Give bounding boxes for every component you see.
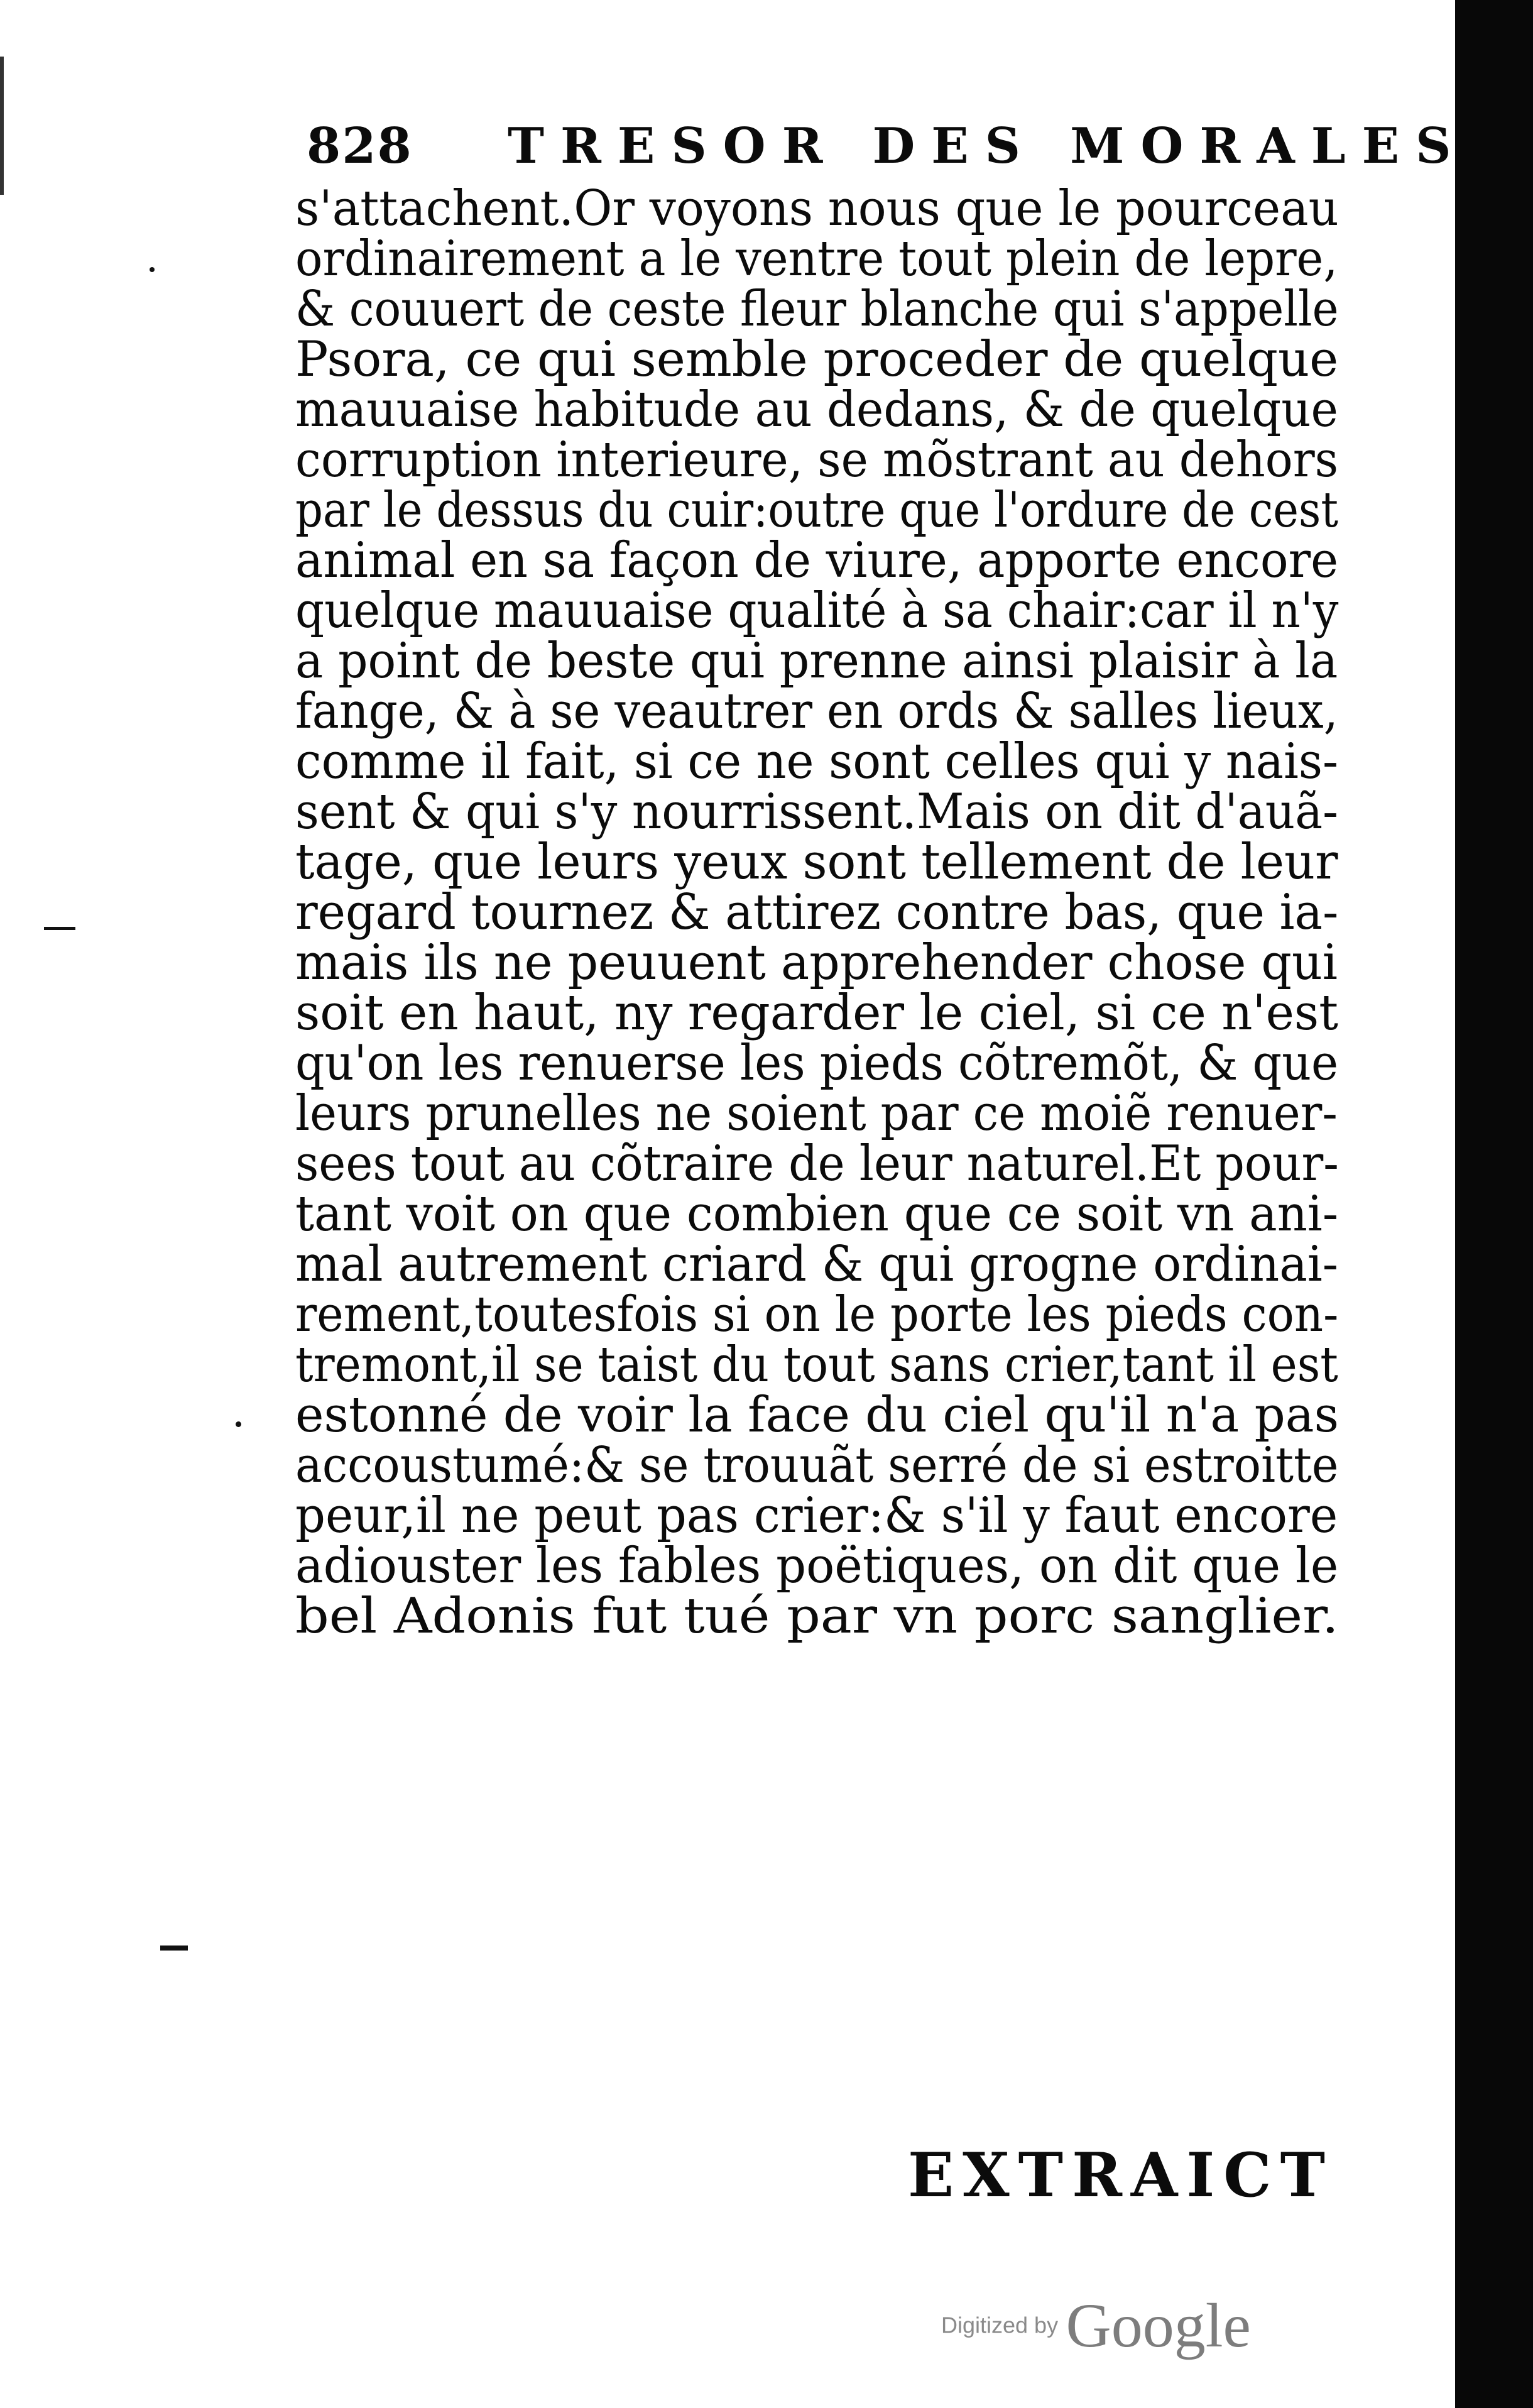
text-line: sent & qui s'y nourrissent.Mais on dit d'auã- [295,784,1339,840]
watermark-prefix: Digitized by [941,2312,1059,2338]
text-line: tremont,il se taist du tout sans crier,tant il est [295,1337,1338,1393]
digitization-watermark [941,2289,1251,2361]
text-line: tage, que leurs yeux sont tellement de leur [295,834,1338,890]
text-line: mal autrement criard & qui grogne ordinai- [295,1236,1339,1293]
page-edge-left [0,57,4,195]
text-line: mais ils ne peuuent apprehender chose qui [295,934,1338,991]
text-line: s'attachent.Or voyons nous que le pourceau [295,180,1339,237]
text-line: peur,il ne peut pas crier:& s'il y faut encore [295,1487,1338,1544]
text-line: a point de beste qui prenne ainsi plaisir à la [295,633,1338,689]
text-line: accoustumé:& se trouuãt serré de si estroitte [295,1437,1339,1494]
text-line: animal en sa façon de viure, apporte encore [295,532,1339,589]
text-line: fange, & à se veautrer en ords & salles lieux, [295,683,1338,740]
text-line: adiouster les fables poëtiques, on dit que le [295,1538,1339,1594]
page-header [307,112,1468,181]
page-number: 828 [307,118,413,175]
text-line: bel Adonis fut tué par vn porc sanglier. [295,1588,1339,1645]
text-line: ordinairement a le ventre tout plein de lepre, [295,231,1338,287]
text-line: leurs prunelles ne soient par ce moiẽ renuer- [295,1085,1338,1142]
text-line: corruption interieure, se mõstrant au dehors [295,432,1339,488]
text-line: par le dessus du cuir:outre que l'ordure de cest [295,482,1338,539]
text-line: Psora, ce qui semble proceder de quelque [295,331,1339,388]
text-line: & couuert de ceste fleur blanche qui s'appelle [295,281,1339,337]
margin-mark [44,927,75,930]
text-line: rement,toutesfois si on le porte les pieds con- [295,1286,1339,1343]
text-line: qu'on les renuerse les pieds cõtremõt, & que [295,1035,1339,1092]
margin-dot [236,1421,241,1427]
google-logo: Google [1066,2290,1251,2360]
margin-mark [160,1946,188,1951]
catchword: EXTRAICT [908,2140,1334,2211]
page-edge-right [1455,0,1533,2408]
text-line: comme il fait, si ce ne sont celles qui y nais- [295,733,1339,790]
text-line: tant voit on que combien que ce soit vn ani- [295,1186,1339,1242]
text-line: quelque mauuaise qualité à sa chair:car il n'y [295,583,1339,639]
text-line: estonné de voir la face du ciel qu'il n'a pas [295,1387,1339,1443]
text-line: mauuaise habitude au dedans, & de quelque [295,381,1338,438]
text-line: sees tout au cõtraire de leur naturel.Et pour- [295,1136,1339,1192]
margin-dot [150,267,155,272]
body-text [295,180,1345,1645]
running-head: TRESOR DES MORALES [508,118,1468,175]
text-line: regard tournez & attirez contre bas, que ia- [295,884,1339,941]
text-line: soit en haut, ny regarder le ciel, si ce n'est [295,985,1339,1041]
